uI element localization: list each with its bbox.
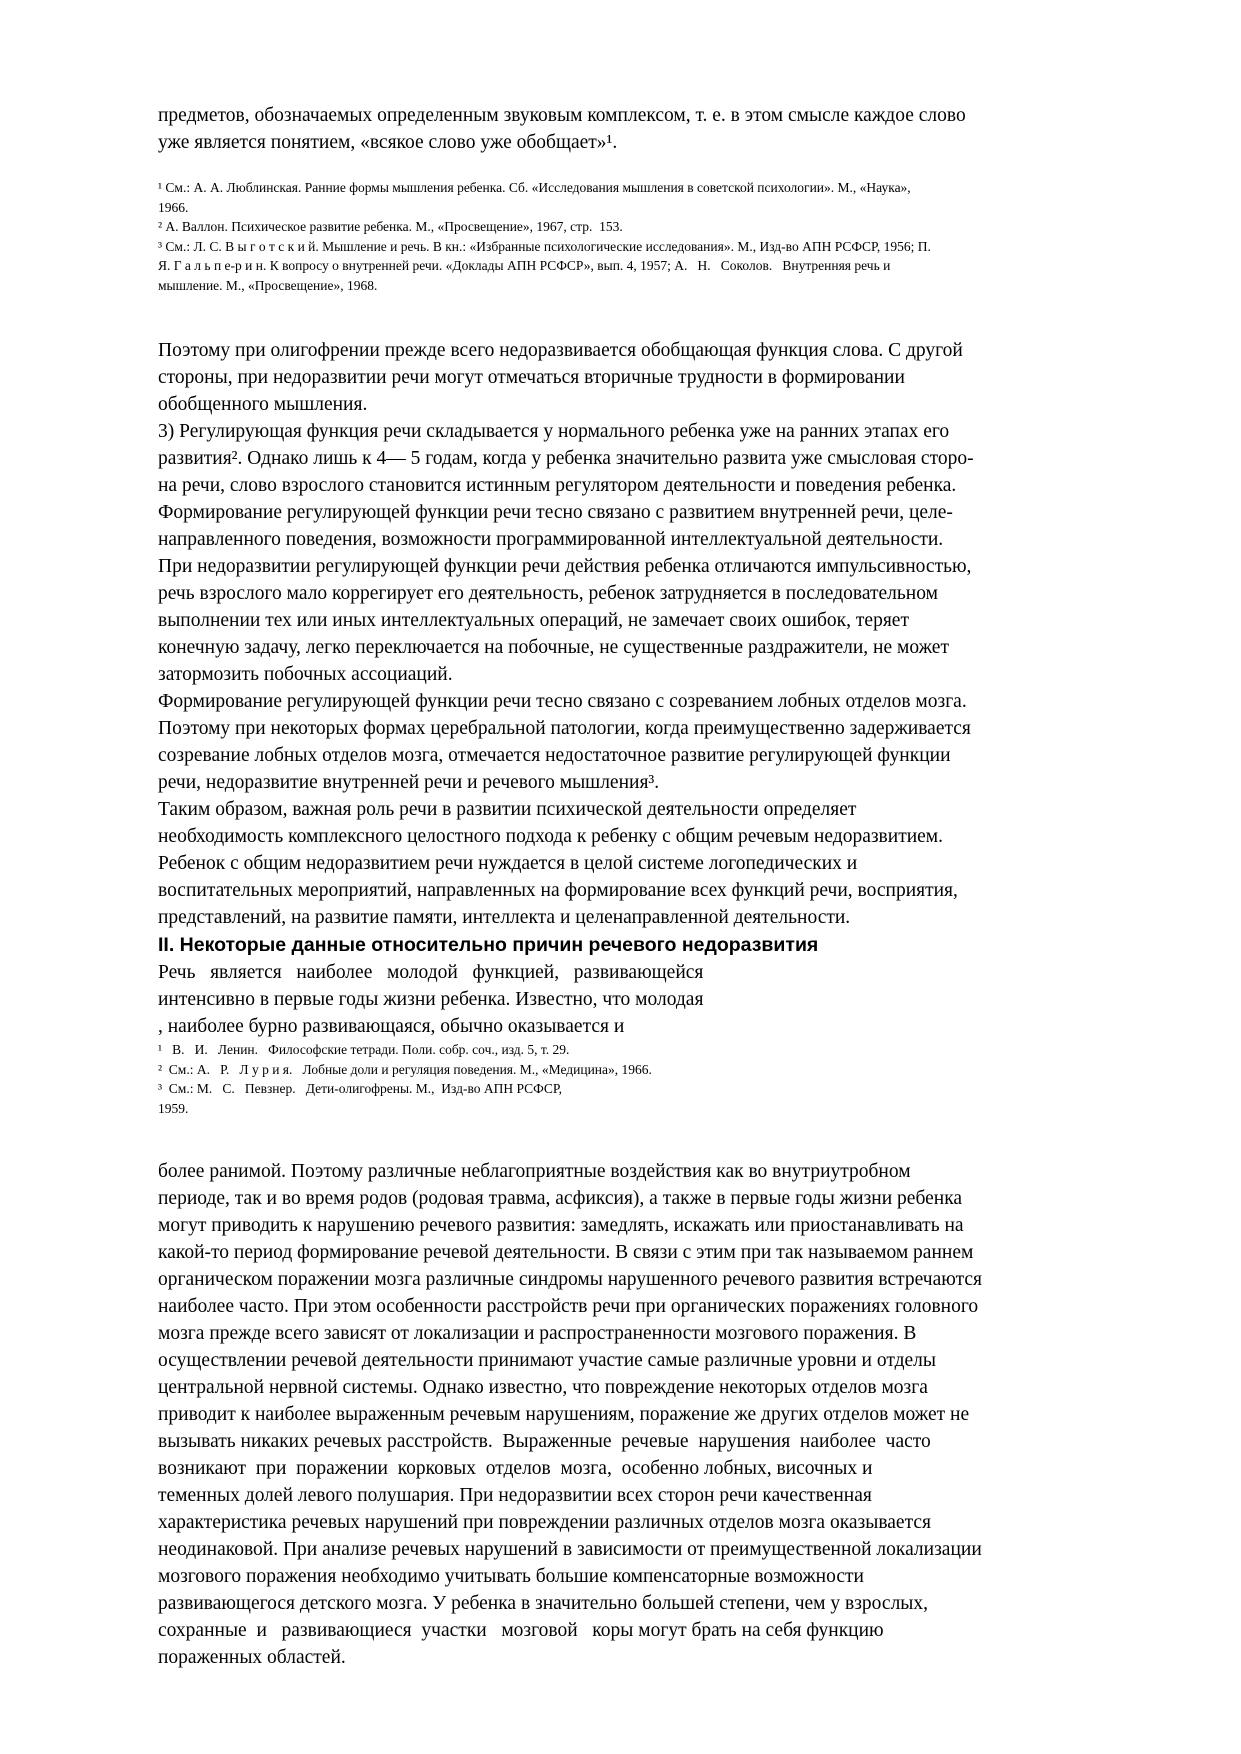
text-line: на речи, слово взрослого становится истинным регулятором деятельности и поведения ребенка. xyxy=(158,475,957,496)
text-line: конечную задачу, легко переключается на побочные, не существенные раздражители, не может xyxy=(158,637,949,658)
text-line: ² А. Валлон. Психическое развитие ребенка. М., «Просвещение», 1967, стр. 153. xyxy=(158,219,623,234)
text-line: какой-то период формирование речевой деятельности. В связи с этим при так называемом раннем xyxy=(158,1242,974,1263)
main-text xyxy=(158,337,1201,931)
text-line: центральной нервной системы. Однако известно, что повреждение некоторых отделов мозга xyxy=(158,1377,928,1398)
text-line: развивающегося детского мозга. У ребенка в значительно большей степени, чем у взрослых, xyxy=(158,1593,929,1614)
text-line: 1966. xyxy=(158,199,189,215)
text-line: Таким образом, важная роль речи в развитии психической деятельности определяет xyxy=(158,799,857,820)
text-line: периоде, так и во время родов (родовая травма, асфиксия), а также в первые годы жизни ребенка xyxy=(158,1188,963,1209)
text-line: могут приводить к нарушению речевого развития: замедлять, искажать или приостанавливать на xyxy=(158,1215,964,1236)
section-heading-block xyxy=(158,931,1201,959)
text-line: речь взрослого мало коррегирует его деятельность, ребенок затрудняется в последовательном xyxy=(158,583,938,604)
footnotes-bottom xyxy=(158,1040,1201,1118)
text-line: развития². Однако лишь к 4— 5 годам, когда у ребенка значительно развита уже смысловая сторо- xyxy=(158,448,974,469)
text-line: При недоразвитии регулирующей функции речи действия ребенка отличаются импульсивностью, xyxy=(158,556,972,577)
text-line: мозга прежде всего зависят от локализации и распространенности мозгового поражения. В xyxy=(158,1323,917,1344)
text-line: Я. Г а л ь п е-р и н. К вопросу о внутренней речи. «Доклады АПН РСФСР», вып. 4, 1957; А. Н. Соколов. Внутренняя речь и xyxy=(158,258,891,273)
text-line: ³ См.: Л. С. В ы г о т с к и й. Мышление и речь. В кн.: «Избранные психологические исследования». М., Изд-во АПН РСФСР, 1956; П. xyxy=(158,238,931,254)
text-line: Формирование регулирующей функции речи тесно связано с созреванием лобных отделов мозга. xyxy=(158,691,967,712)
text-line: Формирование регулирующей функции речи тесно связано с развитием внутренней речи, целе- xyxy=(158,502,953,523)
text-line: выполнении тех или иных интеллектуальных операций, не замечает своих ошибок, теряет xyxy=(158,610,909,631)
text-line: воспитательных мероприятий, направленных на формирование всех функций речи, восприятия, xyxy=(158,880,958,901)
text-line: более ранимой. Поэтому различные неблагоприятные воздействия как во внутриутробном xyxy=(158,1161,911,1182)
text-line: ¹ См.: А. А. Люблинская. Ранние формы мышления ребенка. Сб. «Исследования мышления в советской психологии». М., «Наука», xyxy=(158,180,911,195)
text-line: мозгового поражения необходимо учитывать большие компенсаторные возможности xyxy=(158,1566,864,1587)
text-line: возникают при поражении корковых отделов мозга, особенно лобных, височных и xyxy=(158,1458,873,1479)
text-line: характеристика речевых нарушений при повреждении различных отделов мозга оказывается xyxy=(158,1512,931,1533)
section-heading: II. Некоторые данные относительно причин речевого недоразвития xyxy=(158,934,819,956)
text-line: осуществлении речевой деятельности принимают участие самые различные уровни и отделы xyxy=(158,1350,937,1371)
text-line: предметов, обозначаемых определенным звуковым комплексом, т. е. в этом смысле каждое слово xyxy=(158,105,966,126)
text-line: ² См.: А. Р. Л у р и я. Лобные доли и регуляция поведения. М., «Медицина», 1966. xyxy=(158,1061,652,1077)
text-line: стороны, при недоразвитии речи могут отмечаться вторичные трудности в формировании xyxy=(158,367,905,388)
text-line: Поэтому при некоторых формах церебральной патологии, когда преимущественно задерживается xyxy=(158,718,971,739)
text-line: направленного поведения, возможности программированной интеллектуальной деятельности. xyxy=(158,529,944,550)
speech-paragraph xyxy=(158,959,1201,1040)
text-line: интенсивно в первые годы жизни ребенка. Известно, что молодая xyxy=(158,989,704,1010)
text-line: наиболее часто. При этом особенности расстройств речи при органических поражениях головного xyxy=(158,1296,979,1317)
footnotes-top xyxy=(158,178,1201,295)
text-line: Ребенок с общим недоразвитием речи нуждается в целой системе логопедических и xyxy=(158,853,858,874)
text-line: необходимость комплексного целостного подхода к ребенку с общим речевым недоразвитием. xyxy=(158,826,944,847)
text-line: уже является понятием, «всякое слово уже обобщает»¹. xyxy=(158,132,618,153)
text-line: ¹ В. И. Ленин. Философские тетради. Поли. собр. соч., изд. 5, т. 29. xyxy=(158,1042,570,1057)
text-line: теменных долей левого полушария. При недоразвитии всех сторон речи качественная xyxy=(158,1485,872,1506)
text-line: Речь является наиболее молодой функцией, развивающейся xyxy=(158,962,704,983)
text-line: затормозить побочных ассоциаций. xyxy=(158,664,453,685)
text-line: ³ См.: М. С. Певзнер. Дети-олигофрены. М., Изд-во АПН РСФСР, xyxy=(158,1081,563,1096)
text-line: обобщенного мышления. xyxy=(158,394,368,415)
text-line: неодинаковой. При анализе речевых нарушений в зависимости от преимущественной локализации xyxy=(158,1539,982,1560)
text-line: пораженных областей. xyxy=(158,1647,346,1668)
text-line: , наиболее бурно развивающаяся, обычно оказывается и xyxy=(158,1016,625,1037)
text-line: 3) Регулирующая функция речи складывается у нормального ребенка уже на ранних этапах его xyxy=(158,421,950,442)
text-line: сохранные и развивающиеся участки мозговой коры могут брать на себя функцию xyxy=(158,1620,884,1641)
text-line: органическом поражении мозга различные синдромы нарушенного речевого развития встречаются xyxy=(158,1269,982,1290)
text-line: приводит к наиболее выраженным речевым нарушениям, поражение же других отделов может не xyxy=(158,1404,970,1425)
text-line: речи, недоразвитие внутренней речи и речевого мышления³. xyxy=(158,772,660,793)
text-line: 1959. xyxy=(158,1100,189,1116)
text-line: мышление. М., «Просвещение», 1968. xyxy=(158,277,378,293)
text-line: созревание лобных отделов мозга, отмечается недостаточное развитие регулирующей функции xyxy=(158,745,951,766)
intro-paragraph xyxy=(158,102,1201,156)
text-line: вызывать никаких речевых расстройств. Выраженные речевые нарушения наиболее часто xyxy=(158,1431,931,1452)
text-line: представлений, на развитие памяти, интеллекта и целенаправленной деятельности. xyxy=(158,907,851,928)
text-line: Поэтому при олигофрении прежде всего недоразвивается обобщающая функция слова. С другой xyxy=(158,340,963,361)
final-paragraph xyxy=(158,1158,1201,1671)
